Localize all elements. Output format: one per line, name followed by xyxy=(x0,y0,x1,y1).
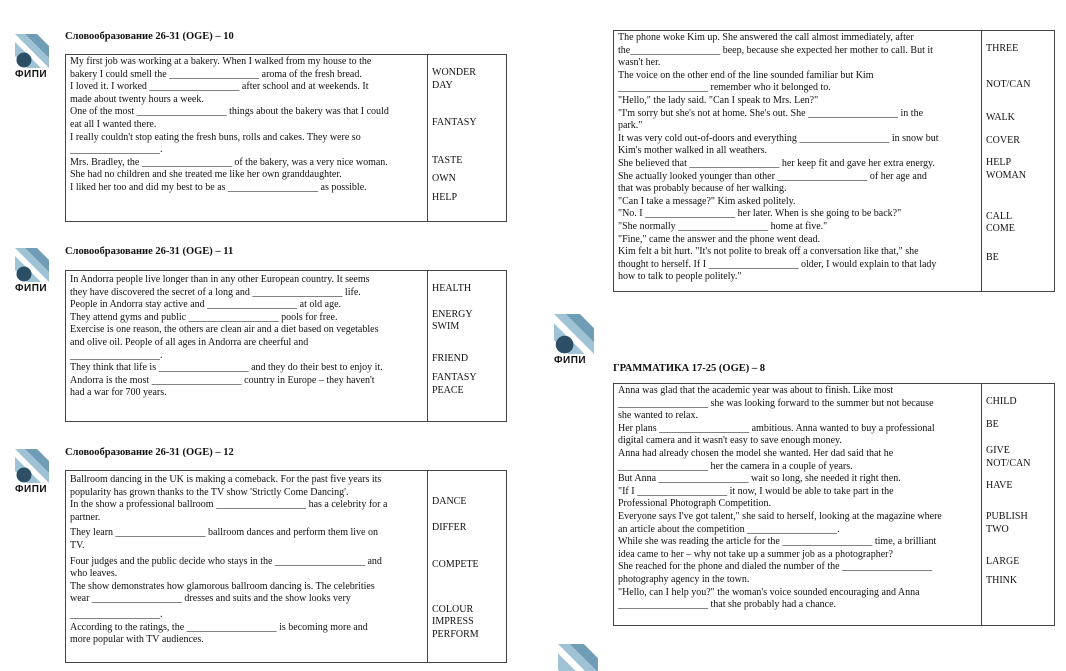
keyword xyxy=(432,296,502,309)
fipi-logo xyxy=(15,449,55,495)
text-line: Ballroom dancing in the UK is making a comeback. For the past five years its xyxy=(70,474,382,485)
text-line: I loved it. I worked __________________ after school and at weekends. It xyxy=(70,81,369,93)
text-line: Professional Photograph Competition. xyxy=(618,498,772,510)
text-line: She actually looked younger than other __________________ of her age and xyxy=(618,170,927,182)
text-line: __________________ remember who it belonged to. xyxy=(618,82,831,94)
keyword: FANTASY xyxy=(432,372,477,384)
text-line: The show demonstrates how glamorous ballroom dancing is. The celebrities xyxy=(70,580,375,592)
text-line: She reached for the phone and dialed the number of the __________________ xyxy=(618,561,933,573)
text-line: wasn't her. xyxy=(618,57,661,69)
text-line: how to talk to people politely." xyxy=(618,271,742,283)
exercise-12-title: Словообразование 26-31 (OGE) – 12 xyxy=(65,447,234,458)
text-line: Exercise is one reason, the others are clean air and a diet based on vegetables xyxy=(70,324,379,336)
keyword xyxy=(432,365,502,372)
text-line: In the show a professional ballroom __________________ has a celebrity for a xyxy=(70,499,388,511)
fipi-emblem-icon xyxy=(15,248,49,282)
keyword xyxy=(986,125,1050,135)
text-line: In Andorra people live longer than in any other European country. It seems xyxy=(70,274,370,285)
text-line: and olive oil. People of all ages in Andorra are cheerful and xyxy=(70,336,309,348)
grammar-8-text xyxy=(614,384,982,626)
keyword xyxy=(986,147,1050,157)
keyword xyxy=(986,470,1050,480)
text-line: It was very cold out-of-doors and everything __________________ in snow but xyxy=(618,132,939,144)
keyword: BE xyxy=(986,418,999,430)
keyword: TWO xyxy=(986,523,1009,535)
keyword: PUBLISH xyxy=(986,510,1028,522)
text-line: TV. xyxy=(70,539,85,551)
story-words xyxy=(982,31,1055,292)
exercise-11-title: Словообразование 26-31 (OGE) – 11 xyxy=(65,246,234,257)
text-line: "She normally __________________ home at five." xyxy=(618,220,828,232)
keyword xyxy=(986,236,1050,252)
fipi-logo xyxy=(15,248,55,294)
keyword xyxy=(986,536,1050,556)
logo-text: ФИПИ xyxy=(554,355,587,366)
text-line: popularity has grown thanks to the TV show 'Strictly Come Dancing'. xyxy=(70,486,349,498)
text-line: an article about the competition __________________. xyxy=(618,523,840,535)
keyword: CALL xyxy=(986,210,1013,222)
keyword: PEACE xyxy=(432,384,464,396)
keyword: TASTE xyxy=(432,154,463,166)
text-line: they have discovered the secret of a long and __________________ life. xyxy=(70,286,361,298)
text-line: According to the ratings, the __________________ is becoming more and xyxy=(70,621,368,633)
text-line: She had no children and she treated me like her own granddaughter. xyxy=(70,169,342,181)
text-line: had a war for 700 years. xyxy=(70,387,167,399)
keyword xyxy=(986,183,1050,211)
text-line: They think that life is __________________ and they do their best to enjoy it. xyxy=(70,362,383,374)
text-line: "If I __________________ it now, I would be able to take part in the xyxy=(618,485,894,497)
text-line: more popular with TV audiences. xyxy=(70,634,204,646)
exercise-12-table xyxy=(65,470,507,663)
keyword xyxy=(986,56,1050,79)
exercise-10-table xyxy=(65,54,507,222)
logo-text: ФИПИ xyxy=(15,69,48,80)
story-text xyxy=(614,31,982,292)
text-line: wear __________________ dresses and suits and the show looks very xyxy=(70,593,351,605)
text-line: "No. I __________________ her later. When is she going to be back?" xyxy=(618,208,902,220)
keyword: NOT/CAN xyxy=(986,457,1031,469)
keyword xyxy=(432,130,502,155)
keyword: ENERGY xyxy=(432,308,473,320)
text-line: __________________ she was looking forward to the summer but not because xyxy=(618,397,934,409)
text-line: made about twenty hours a week. xyxy=(70,93,204,105)
exercise-12-words xyxy=(428,471,507,663)
keyword: DAY xyxy=(432,79,453,91)
fipi-emblem-icon xyxy=(15,449,49,483)
text-line: eat all I wanted there. xyxy=(70,118,157,130)
text-line: partner. xyxy=(70,511,101,523)
text-line: "I'm sorry but she's not at home. She's out. She __________________ in the xyxy=(618,107,924,119)
keyword xyxy=(986,91,1050,112)
keyword: FRIEND xyxy=(432,352,469,364)
text-line: Her plans __________________ ambitious. Anna wanted to buy a professional xyxy=(618,422,935,434)
text-line: Kim felt a bit hurt. "It's not polite to break off a conversation like that," she xyxy=(618,246,919,258)
story-table xyxy=(613,30,1055,292)
grammar-8-table xyxy=(613,383,1055,626)
keyword: GIVE xyxy=(986,445,1010,457)
text-line: "Can I take a message?" Kim asked politely. xyxy=(618,195,796,207)
exercise-10-title: Словообразование 26-31 (OGE) – 10 xyxy=(65,31,234,42)
exercise-12-text xyxy=(66,471,428,663)
keyword xyxy=(432,334,502,353)
text-line: Mrs. Bradley, the __________________ of the bakery, was a very nice woman. xyxy=(70,156,388,168)
text-line: Anna had already chosen the model she wanted. Her dad said that he xyxy=(618,447,894,459)
text-line: __________________ that she probably had a chance. xyxy=(618,599,837,611)
keyword: COMPETE xyxy=(432,559,479,571)
keyword: FANTASY xyxy=(432,117,477,129)
keyword: COME xyxy=(986,223,1015,235)
text-line: "Hello," the lady said. "Can I speak to Mrs. Len?" xyxy=(618,94,819,106)
keyword: LARGE xyxy=(986,556,1020,568)
fipi-emblem-icon xyxy=(15,34,49,68)
keyword xyxy=(986,409,1050,419)
fipi-logo-partial xyxy=(558,644,598,671)
fipi-logo xyxy=(15,34,55,80)
keyword xyxy=(986,431,1050,445)
fipi-logo xyxy=(554,314,594,366)
text-line: __________________. xyxy=(70,349,163,361)
keyword xyxy=(986,493,1050,511)
logo-text: ФИПИ xyxy=(15,283,48,294)
keyword xyxy=(432,92,502,117)
keyword xyxy=(432,572,502,604)
keyword xyxy=(432,534,502,559)
text-line: Kim's mother walked in all weathers. xyxy=(618,145,767,157)
text-line: "Hello, can I help you?" the woman's voice sounded encouraging and Anna xyxy=(618,586,920,598)
exercise-11-words xyxy=(428,271,507,422)
exercise-10-words xyxy=(428,55,507,222)
text-line: People in Andorra stay active and __________________ at old age. xyxy=(70,299,342,311)
keyword: NOT/CAN xyxy=(986,78,1031,90)
text-line: thought to herself. If I __________________ older, I would explain to that lady xyxy=(618,258,937,270)
text-line: My first job was working at a bakery. When I walked from my house to the xyxy=(70,56,372,67)
text-line: They attend gyms and public __________________ pools for free. xyxy=(70,311,338,323)
keyword: BE xyxy=(986,251,999,263)
keyword: HELP xyxy=(432,191,457,203)
text-line: digital camera and it wasn't easy to save enough money. xyxy=(618,435,842,447)
text-line: Anna was glad that the academic year was about to finish. Like most xyxy=(618,385,894,396)
keyword: DANCE xyxy=(432,496,467,507)
text-line: photography agency in the town. xyxy=(618,573,750,585)
text-line: the__________________ beep, because she expected her mother to call. But it xyxy=(618,44,933,56)
exercise-11-table xyxy=(65,270,507,422)
text-line: Andorra is the most __________________ country in Europe – they haven't xyxy=(70,374,375,386)
text-line: idea came to her – why not take up a summer job as a photographer? xyxy=(618,548,893,560)
text-line: They learn __________________ ballroom dances and perform them live on xyxy=(70,527,378,539)
keyword: OWN xyxy=(432,173,456,185)
text-line: "Fine," came the answer and the phone went dead. xyxy=(618,233,820,245)
keyword: THREE xyxy=(986,43,1019,54)
text-line: park." xyxy=(618,120,643,132)
text-line: __________________ her the camera in a couple of years. xyxy=(618,460,853,472)
keyword: CHILD xyxy=(986,396,1017,407)
text-line: The voice on the other end of the line sounded familiar but Kim xyxy=(618,69,874,81)
logo-text: ФИПИ xyxy=(15,484,48,495)
text-line: I really couldn't stop eating the fresh buns, rolls and cakes. They were so xyxy=(70,131,361,143)
text-line: But Anna __________________ wait so long, she needed it right then. xyxy=(618,473,901,485)
keyword: WONDER xyxy=(432,67,476,78)
exercise-11-text xyxy=(66,271,428,422)
keyword: HAVE xyxy=(986,480,1013,492)
keyword: DIFFER xyxy=(432,521,467,533)
text-line: Everyone says I've got talent," she said to herself, looking at the magazine where xyxy=(618,510,942,522)
text-line: One of the most __________________ things about the bakery was that I could xyxy=(70,106,389,118)
text-line: While she was reading the article for the __________________ time, a brilliant xyxy=(618,536,937,548)
text-line: She believed that __________________ her keep fit and gave her extra energy. xyxy=(618,157,935,169)
text-line: bakery I could smell the __________________ aroma of the fresh bread. xyxy=(70,68,362,80)
keyword: HELP xyxy=(986,157,1011,169)
keyword: THINK xyxy=(986,574,1018,586)
text-line: __________________. xyxy=(70,608,163,620)
keyword xyxy=(432,509,502,522)
exercise-10-text xyxy=(66,55,428,222)
text-line: I liked her too and did my best to be as __________________ as possible. xyxy=(70,181,367,193)
fipi-emblem-icon xyxy=(554,314,594,354)
keyword: COLOUR xyxy=(432,603,474,615)
keyword: SWIM xyxy=(432,321,460,333)
keyword: HEALTH xyxy=(432,283,472,294)
keyword: IMPRESS xyxy=(432,616,474,628)
text-line: The phone woke Kim up. She answered the call almost immediately, after xyxy=(618,32,914,43)
grammar-8-title: ГРАММАТИКА 17-25 (OGE) – 8 xyxy=(613,363,766,374)
text-line: that was probably because of her walking. xyxy=(618,183,787,195)
text-line: who leaves. xyxy=(70,568,118,580)
keyword: WOMAN xyxy=(986,169,1026,181)
keyword: PERFORM xyxy=(432,628,479,640)
keyword: WALK xyxy=(986,112,1015,124)
fipi-emblem-icon xyxy=(558,644,598,671)
text-line: __________________. xyxy=(70,144,163,156)
grammar-8-words xyxy=(982,384,1055,626)
text-line: Four judges and the public decide who stays in the __________________ and xyxy=(70,555,382,567)
text-line: she wanted to relax. xyxy=(618,410,698,422)
keyword: COVER xyxy=(986,134,1020,146)
